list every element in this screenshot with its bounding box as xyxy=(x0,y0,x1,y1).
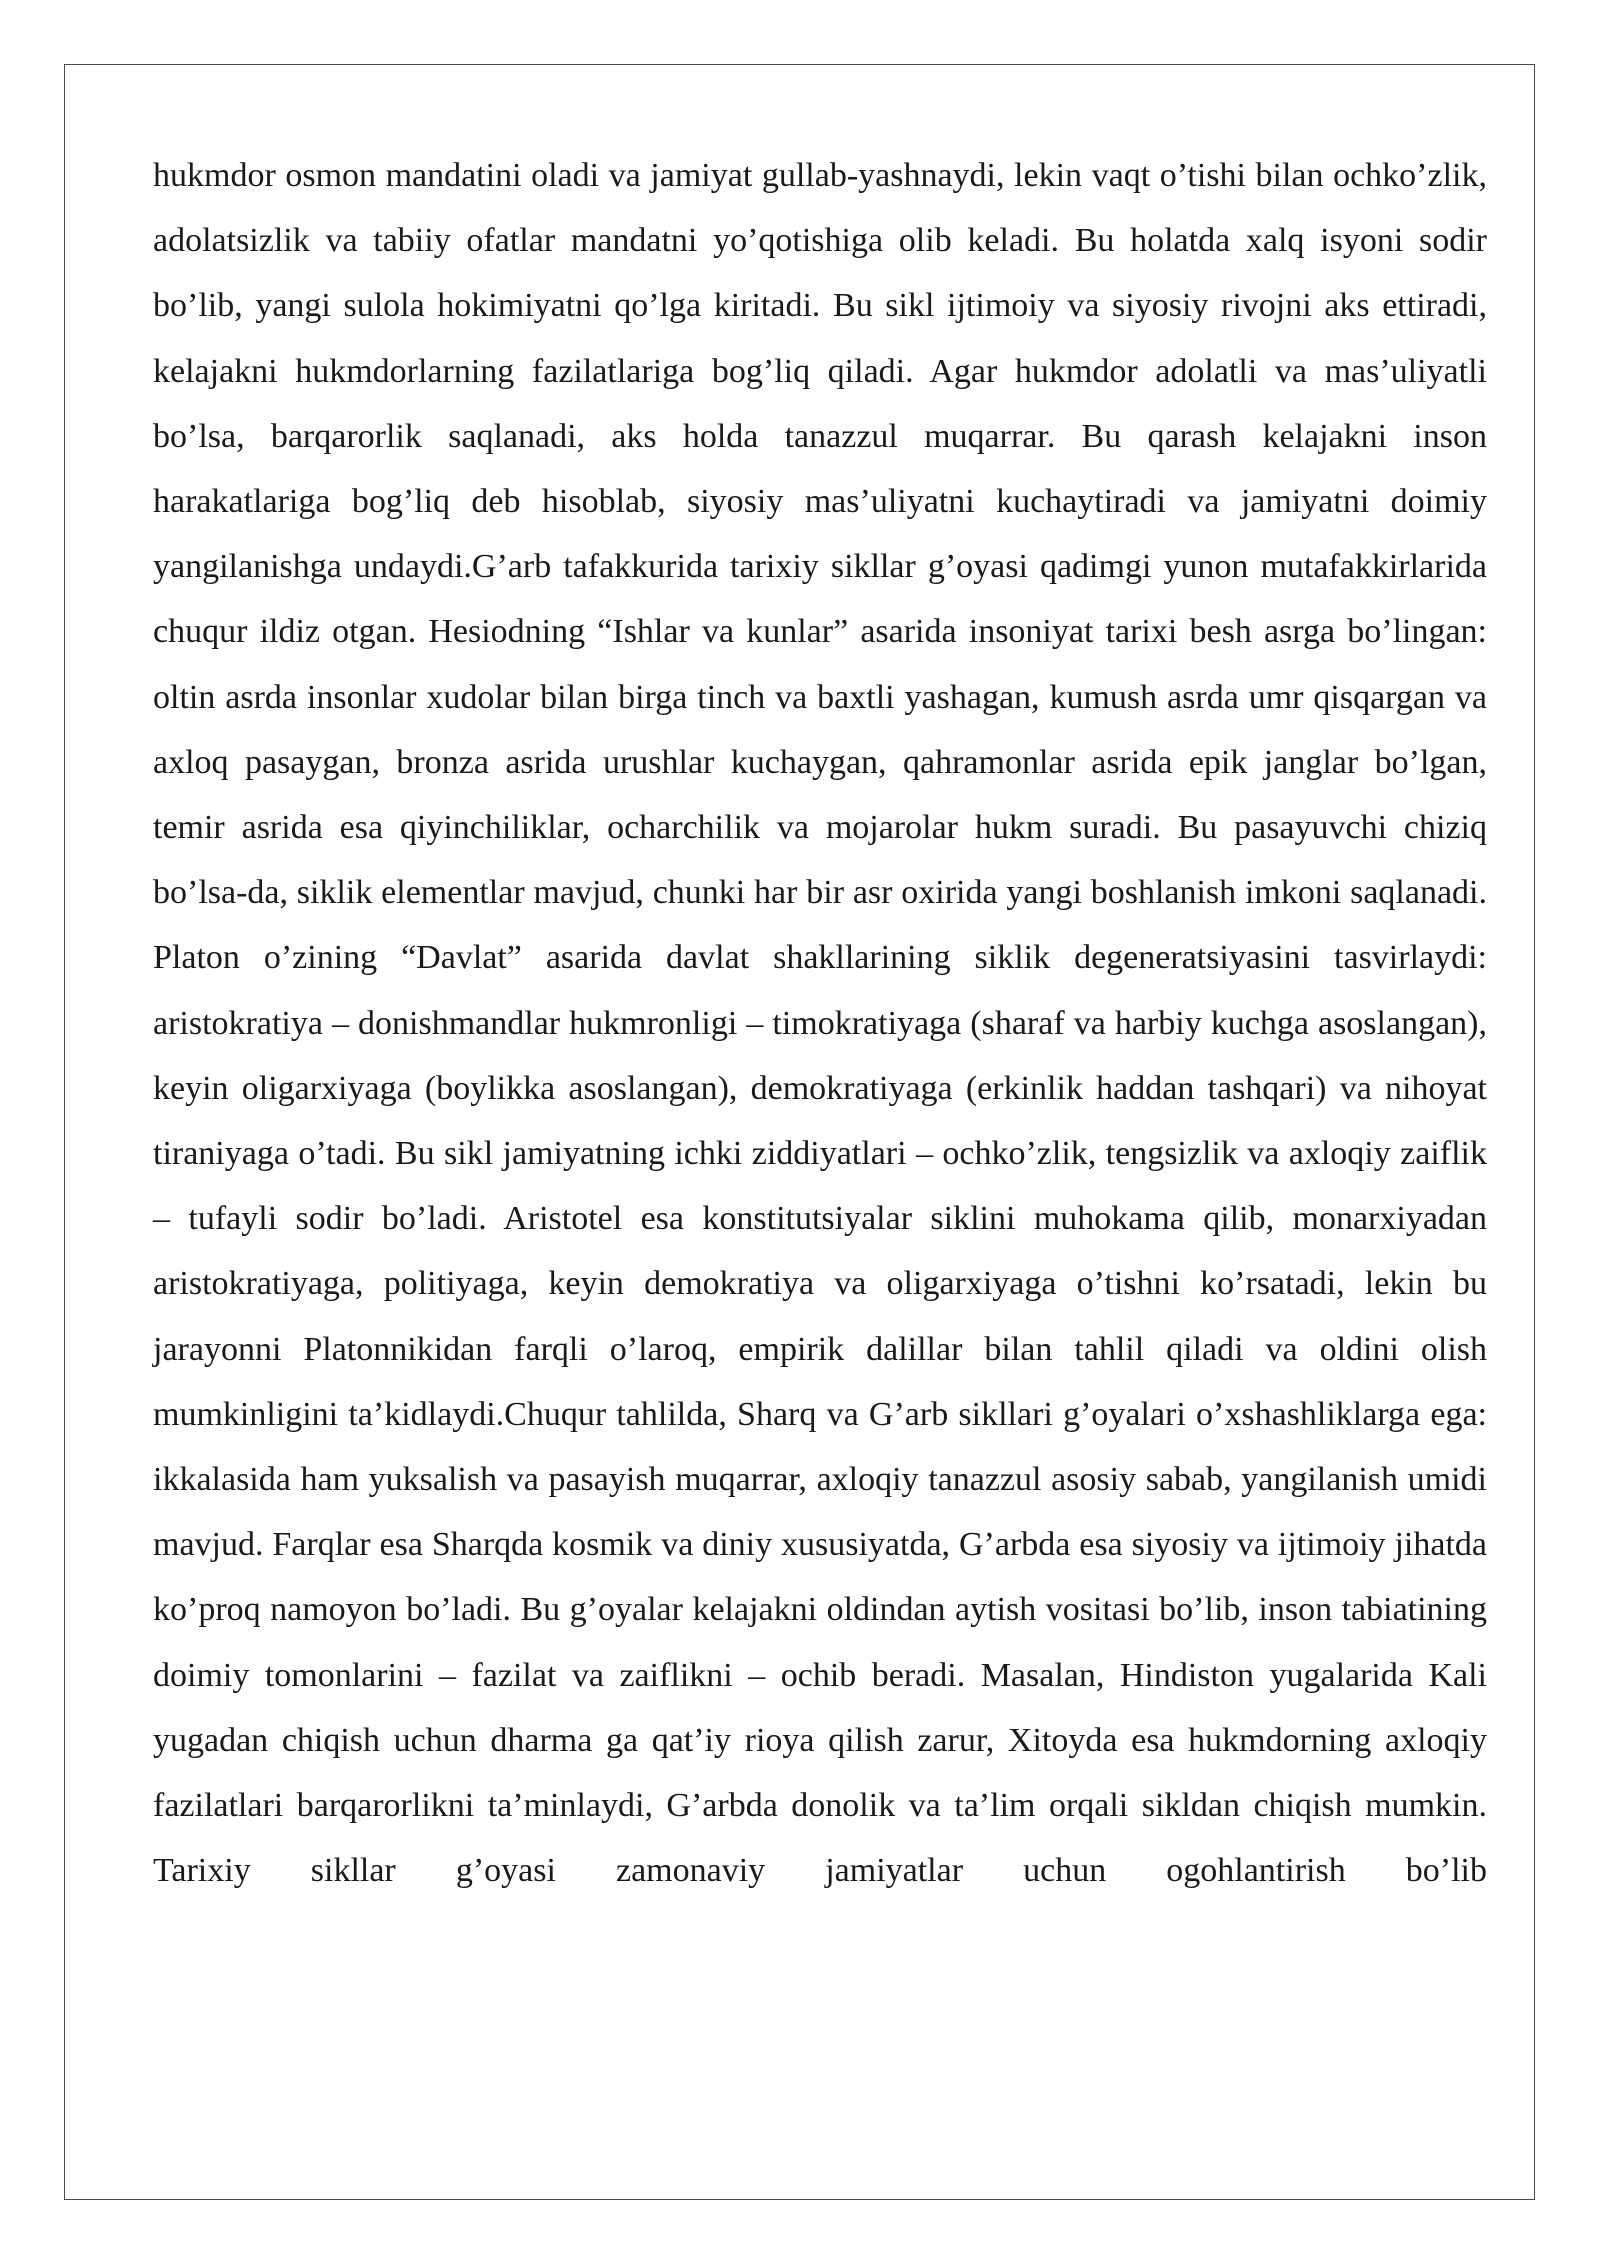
body-paragraph: hukmdor osmon mandatini oladi va jamiyat gullab-yashnaydi, lekin vaqt o’tishi bilan ochko’zlik, adolatsizlik va tabiiy ofatlar mandatni yo’qotishiga olib keladi. Bu holatda xalq isyoni sodir bo’lib, yangi sulola hokimiyatni qo’lga kiritadi. Bu sikl ijtimoiy va siyosiy rivojni aks ettiradi, kelajakni hukmdorlarning fazilatlariga bog’liq qiladi. Agar hukmdor adolatli va mas’uliyatli bo’lsa, barqarorlik saqlanadi, aks holda tanazzul muqarrar. Bu qarash kelajakni inson harakatlariga bog’liq deb hisoblab, siyosiy mas’uliyatni kuchaytiradi va jamiyatni doimiy yangilanishga undaydi.G’arb tafakkurida tarixiy sikllar g’oyasi qadimgi yunon mutafakkirlarida chuqur ildiz otgan. Hesiodning “Ishlar va kunlar” asarida insoniyat tarixi besh asrga bo’lingan: oltin asrda insonlar xudolar bilan birga tinch va baxtli yashagan, kumush asrda umr qisqargan va axloq pasaygan, bronza asrida urushlar kuchaygan, qahramonlar asrida epik janglar bo’lgan, temir asrida esa qiyinchiliklar, ocharchilik va mojarolar hukm suradi. Bu pasayuvchi chiziq bo’lsa-da, siklik elementlar mavjud, chunki har bir asr oxirida yangi boshlanish imkoni saqlanadi. Platon o’zining “Davlat” asarida davlat shakllarining siklik degeneratsiyasini tasvirlaydi: aristokratiya – donishmandlar hukmronligi – timokratiyaga (sharaf va harbiy kuchga asoslangan), keyin oligarxiyaga (boylikka asoslangan), demokratiyaga (erkinlik haddan tashqari) va nihoyat tiraniyaga o’tadi. Bu sikl jamiyatning ichki ziddiyatlari – ochko’zlik, tengsizlik va axloqiy zaiflik – tufayli sodir bo’ladi. Aristotel esa konstitutsiyalar siklini muhokama qilib, monarxiyadan aristokratiyaga, politiyaga, keyin demokratiya va oligarxiyaga o’tishni ko’rsatadi, lekin bu jarayonni Platonnikidan farqli o’laroq, empirik dalillar bilan tahlil qiladi va oldini olish mumkinligini ta’kidlaydi.Chuqur tahlilda, Sharq va G’arb sikllari g’oyalari o’xshashliklarga ega: ikkalasida ham yuksalish va pasayish muqarrar, axloqiy tanazzul asosiy sabab, yangilanish umidi mavjud. Farqlar esa Sharqda kosmik va diniy xususiyatda, G’arbda esa siyosiy va ijtimoiy jihatda ko’proq namoyon bo’ladi. Bu g’oyalar kelajakni oldindan aytish vositasi bo’lib, inson tabiatining doimiy tomonlarini – fazilat va zaiflikni – ochib beradi. Masalan, Hindiston yugalarida Kali yugadan chiqish uchun dharma ga qat’iy rioya qilish zarur, Xitoyda esa hukmdorning axloqiy fazilatlari barqarorlikni ta’minlaydi, G’arbda donolik va ta’lim orqali sikldan chiqish mumkin. Tarixiy sikllar g’oyasi zamonaviy jamiyatlar uchun ogohlantirish bo’lib xyxy=(153,157,1487,1890)
